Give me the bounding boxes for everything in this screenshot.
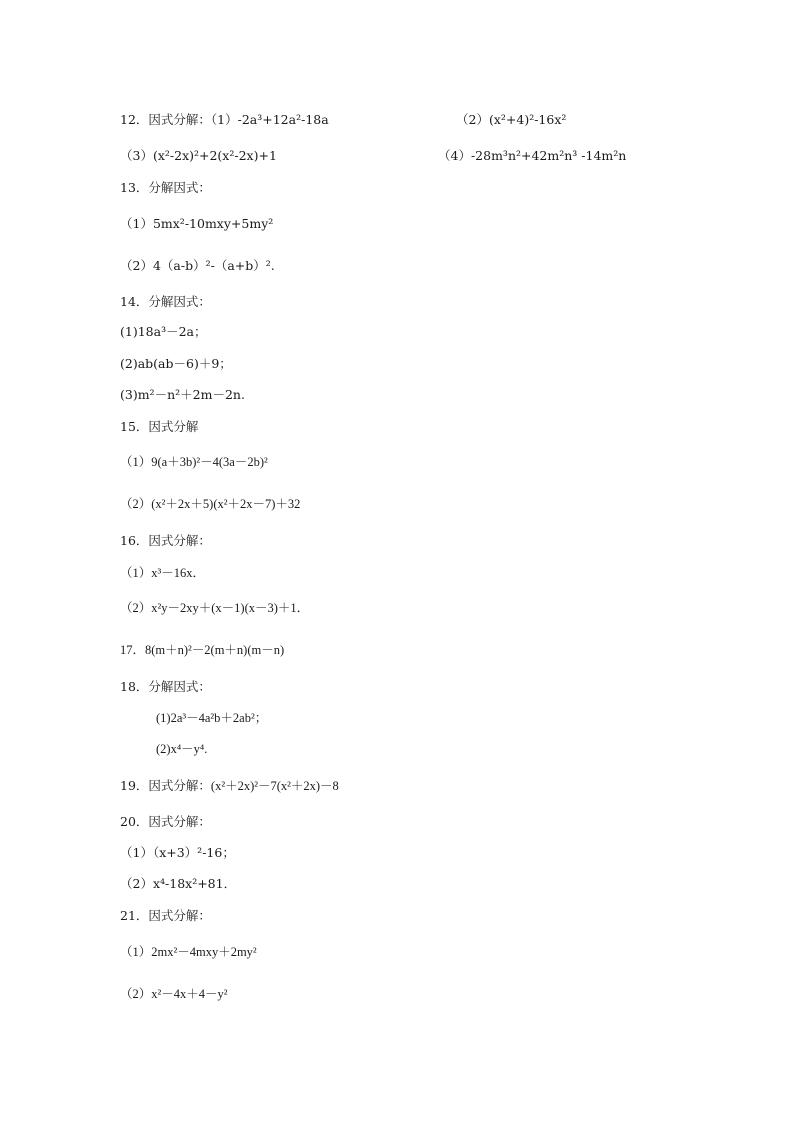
problem-14-part-3: (3)m²－n²＋2m－2n. bbox=[120, 387, 245, 402]
problem-20-part-1: （1）（x+3）²-16； bbox=[120, 845, 235, 860]
problem-18-part-2: (2)x⁴－y⁴. bbox=[156, 742, 208, 756]
problem-20-heading: 20．因式分解： bbox=[120, 814, 211, 829]
problem-12-part-3: （3）(x²-2x)²+2(x²-2x)+1 bbox=[120, 148, 277, 163]
problem-14-part-2: (2)ab(ab－6)＋9； bbox=[120, 356, 232, 371]
problem-21-part-1: （1）2mx²－4mxy＋2my² bbox=[120, 945, 257, 959]
problem-15-heading: 15．因式分解 bbox=[120, 419, 199, 434]
problem-12-label: 12．因式分解： bbox=[120, 112, 211, 127]
problem-14-part-1: (1)18a³－2a； bbox=[120, 324, 207, 339]
problem-16-part-1: （1）x³－16x． bbox=[120, 566, 205, 580]
problem-12-part-2: （2）(x²+4)²-16x² bbox=[456, 112, 567, 127]
problem-12-part-1: （1）-2a³+12a²-18a bbox=[210, 112, 329, 127]
problem-13-heading: 13．分解因式： bbox=[120, 180, 211, 195]
problem-20-part-2: （2）x⁴-18x²+81． bbox=[120, 876, 237, 891]
problem-12-part-4: （4）-28m³n²+42m²n³ -14m²n bbox=[438, 148, 627, 163]
problem-19-label: 19．因式分解： bbox=[120, 778, 211, 793]
problem-16-part-2: （2）x²y－2xy＋(x－1)(x－3)＋1． bbox=[120, 601, 310, 615]
problem-14-heading: 14．分解因式： bbox=[120, 294, 211, 309]
problem-15-part-1: （1）9(a＋3b)²－4(3a－2b)² bbox=[120, 455, 268, 469]
problem-18-heading: 18．分解因式： bbox=[120, 679, 211, 694]
problem-12-heading bbox=[120, 110, 329, 128]
problem-16-heading: 16．因式分解： bbox=[120, 533, 211, 548]
problem-19-expression: (x²＋2x)²－7(x²＋2x)－8 bbox=[210, 779, 339, 793]
problem-18-part-1: (1)2a³－4a²b＋2ab²； bbox=[156, 711, 268, 725]
problem-17: 17．8(m＋n)²－2(m＋n)(m－n) bbox=[120, 643, 285, 657]
problem-21-part-2: （2）x²－4x＋4－y² bbox=[120, 987, 228, 1001]
problem-21-heading: 21．因式分解： bbox=[120, 908, 211, 923]
problem-13-part-1: （1）5mx²-10mxy+5my² bbox=[120, 216, 274, 231]
problem-13-part-2: （2）4（a-b）²-（a+b）². bbox=[120, 258, 275, 273]
problem-15-part-2: （2）(x²＋2x＋5)(x²＋2x－7)＋32 bbox=[120, 497, 301, 511]
problem-19 bbox=[120, 776, 339, 794]
